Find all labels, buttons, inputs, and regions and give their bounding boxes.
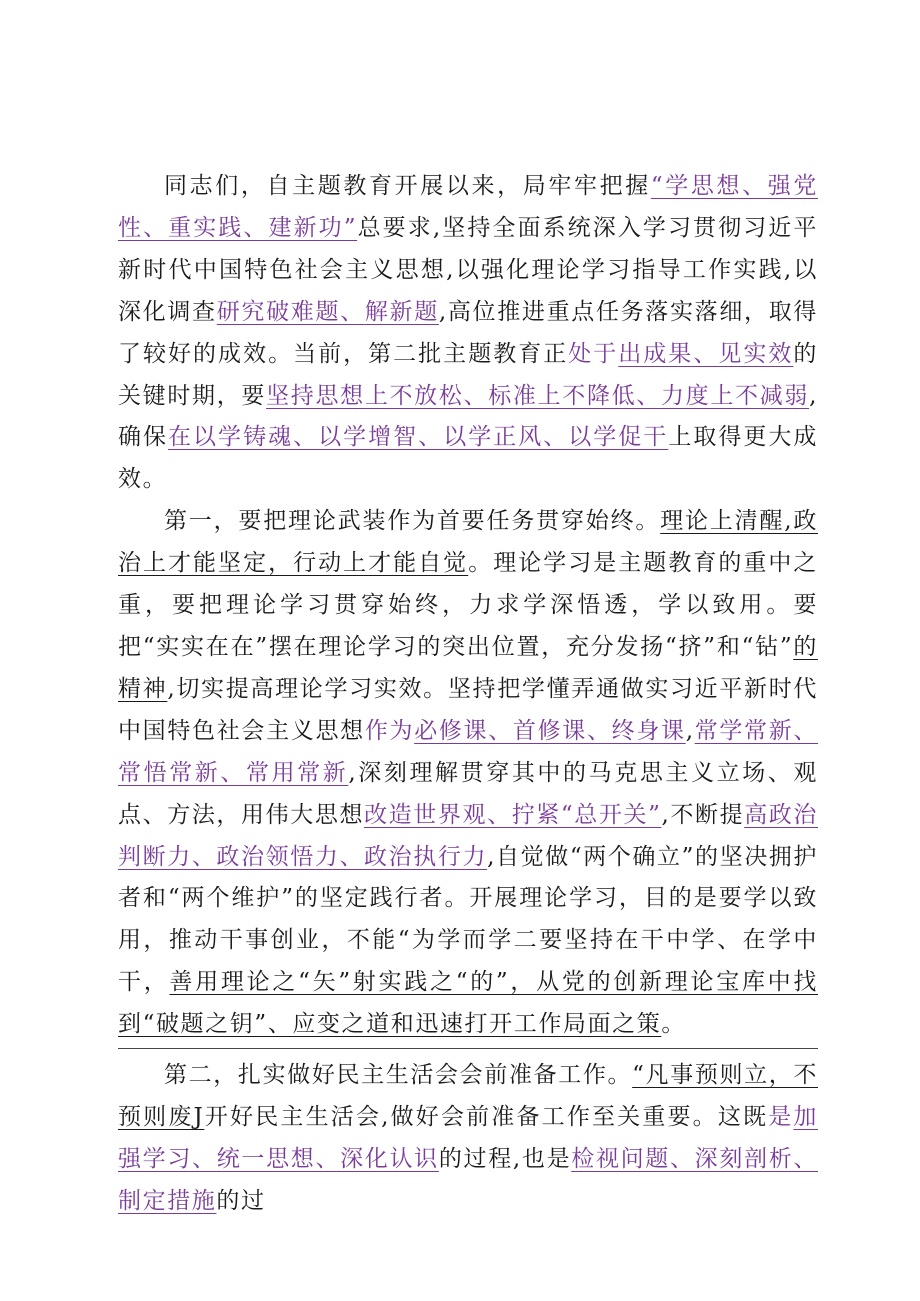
second-highlight-inspect: 检视问题、深刻剖析、制定措施	[118, 1145, 818, 1214]
first-text-8: 。	[661, 1011, 686, 1038]
intro-highlight-results: 出成果、见实效	[618, 340, 794, 367]
first-text-4: ,	[685, 717, 695, 744]
first-text-2: 。理论学习是主题教育的重中之重，要把理论学习贯穿始终，力求学深悟透，学以致用。要把“实实在在”摆在理论学习的突出位置，充分发扬“挤”和“钻”	[118, 550, 818, 660]
intro-text-6: 上取得更大成效。	[118, 424, 819, 493]
paragraph-first	[118, 501, 818, 1046]
first-text-6: ,不断提	[661, 801, 745, 828]
first-highlight-courses: 必修课、首修课、终身课	[414, 717, 686, 744]
second-text-1: 第二，扎实做好民主生活会会前准备工作。	[164, 1062, 633, 1089]
first-highlight-as: 作为	[364, 717, 415, 744]
intro-text-2: 总要求,坚持全面系统深入学习贯彻习近平新时代中国特色社会主义思想,以强化理论学习指导工作实践,以深化调查	[118, 214, 818, 325]
intro-text-5: ,确保	[118, 382, 818, 451]
paragraph-intro	[118, 166, 818, 501]
intro-highlight-persist: 坚持思想上不放松、标准上不降低、力度上不减弱	[266, 382, 810, 409]
intro-text-1: 同志们，自主题教育开展以来，局牢牢把握	[164, 173, 651, 199]
intro-text-3: ,高位推进重点任务落实落细，取得了较好的成效。当前，第二批主题教育正	[118, 298, 818, 367]
first-text-7: ,自觉做“两个确立”的坚决拥护者和“两个维护”的坚定践行者。开展理论学习，目的是要学以致用，推动干事创业，不能“为学而学二要坚持在干中学、在学中干，	[118, 843, 819, 996]
first-text-5: ,深刻理解贯穿其中的马克思主义立场、观点、方法，用伟大思想	[118, 759, 818, 828]
first-highlight-political: 高政治判断力、政治领悟力、政治执行力	[118, 801, 818, 870]
intro-highlight-research-2: 解新题	[364, 298, 439, 325]
second-text-4: 的过	[216, 1187, 266, 1214]
first-underline-spirit: 的精神	[118, 633, 818, 702]
document-body	[118, 166, 818, 1223]
first-text-3: ,切实提高理论学习实效。坚持把学懂弄通做实习近平新时代中国特色社会主义思想	[118, 675, 819, 744]
first-underline-practice: 善用理论之“矢”射实践之“的”，从党的创新理论宝库中找到“破题之钥”、应变之道和迅速打开工作局面之策	[118, 969, 819, 1038]
second-text-2: 开好民主生活会,做好会前准备工作至关重要。这既	[204, 1103, 769, 1130]
paragraph-second	[118, 1055, 818, 1223]
intro-highlight-research-1: 研究破难题、	[216, 298, 365, 325]
first-underline-theory: 理论上清醒,政治上才能坚定，行动上才能自觉	[118, 508, 818, 577]
second-underline-quote: “凡事预则立，不预则废J	[118, 1062, 818, 1130]
first-text-1: 第一，要把理论武装作为首要任务贯穿始终。	[164, 508, 661, 535]
first-highlight-worldview: 改造世界观、拧紧“总开关”	[364, 801, 662, 828]
intro-highlight-in: 处于	[568, 340, 619, 367]
intro-highlight-learning: 在以学铸魂、以学增智、以学正风、以学促干	[168, 424, 669, 451]
intro-highlight-requirements: “学思想、强党性、重实践、建新功”	[118, 173, 818, 241]
second-text-3: 的过程,也是	[438, 1145, 572, 1172]
second-highlight-is: 是	[768, 1103, 794, 1130]
section-divider	[118, 1048, 818, 1049]
intro-text-4: 的关键时期，要	[118, 340, 818, 409]
first-highlight-always-new: 常学常新、常悟常新、常用常新	[118, 717, 819, 786]
second-highlight-study: 加强学习、统一思想、深化认识	[118, 1103, 818, 1172]
